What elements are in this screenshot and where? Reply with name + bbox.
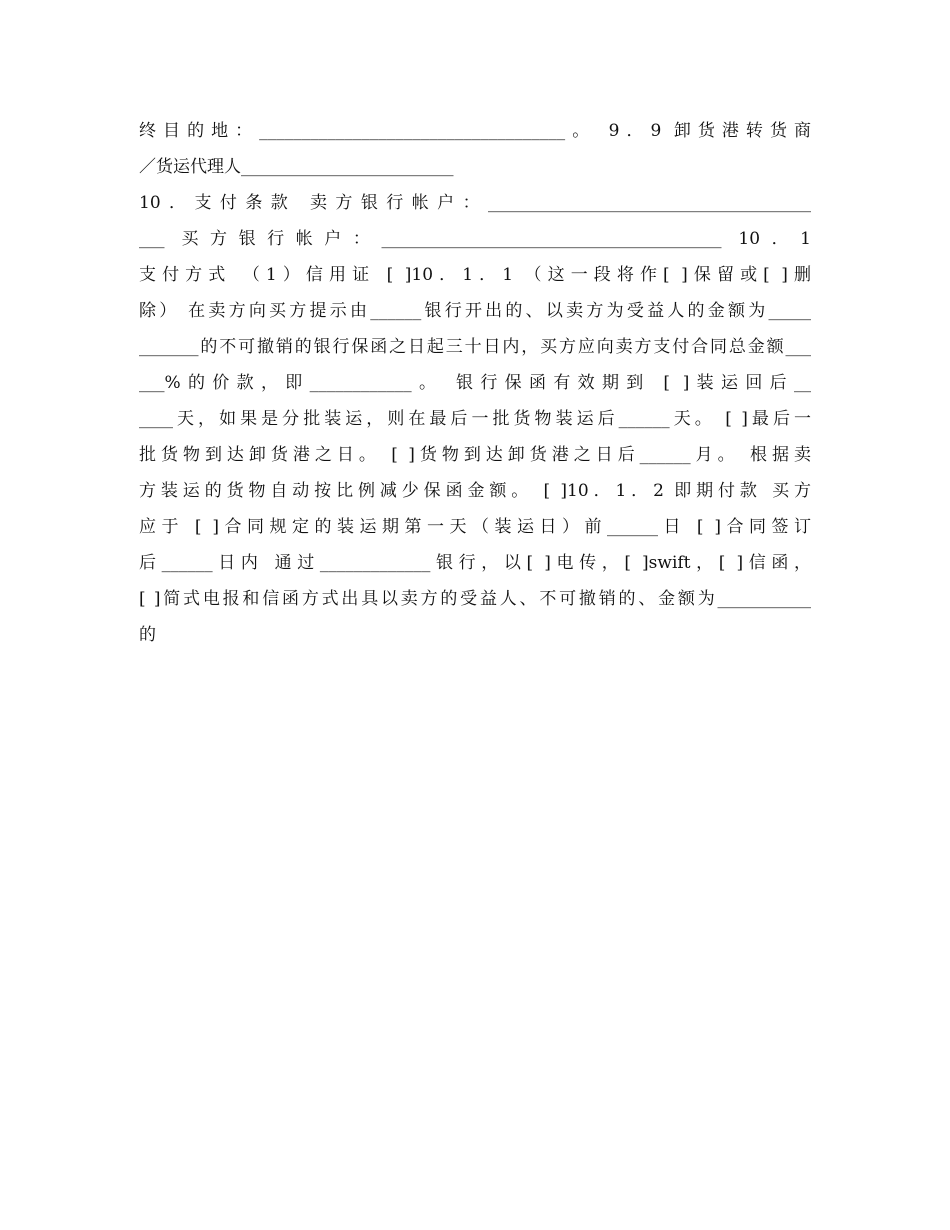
paragraph-line-13: 后______日内 通过_____________银行，以[ ]电传，[ ]swift，[ ]信函， [139, 553, 811, 573]
paragraph-line-6: 除） 在卖方向买方提示由______银行开出的、以卖方为受益人的金额为_____ [139, 301, 811, 321]
paragraph-line-7: _______的不可撤销的银行保函之日起三十日内，买方应向卖方支付合同总金额___ [139, 337, 811, 357]
paragraph-line-5: 支付方式 （1）信用证 [ ]10．1．1 （这一段将作[ ]保留或[ ]删 [139, 265, 811, 285]
paragraph-line-4: ___ 买方银行帐户：________________________________________ 10．1 [139, 229, 811, 249]
paragraph-line-1: 终目的地：____________________________________。 9．9 卸货港转货商 [139, 121, 811, 141]
paragraph-line-9: ____天，如果是分批装运，则在最后一批货物装运后______天。 [ ]最后一 [139, 409, 811, 429]
paragraph-line-8: ___%的价款，即____________。 银行保函有效期到 [ ]装运回后__ [139, 373, 811, 393]
paragraph-line-12: 应于 [ ]合同规定的装运期第一天（装运日）前______日 [ ]合同签订 [139, 517, 811, 537]
paragraph-line-14: [ ]简式电报和信函方式出具以卖方的受益人、不可撤销的、金额为___________ [139, 589, 811, 609]
paragraph-line-3: 10．支付条款 卖方银行帐户：______________________________________ [139, 193, 811, 213]
paragraph-line-2: ／货运代理人_________________________ [139, 157, 454, 177]
paragraph-line-11: 方装运的货物自动按比例减少保函金额。 [ ]10．1．2 即期付款 买方 [139, 481, 811, 501]
paragraph-line-10: 批货物到达卸货港之日。 [ ]货物到达卸货港之日后______月。 根据卖 [139, 445, 811, 465]
paragraph-line-15: 的 [139, 625, 156, 645]
